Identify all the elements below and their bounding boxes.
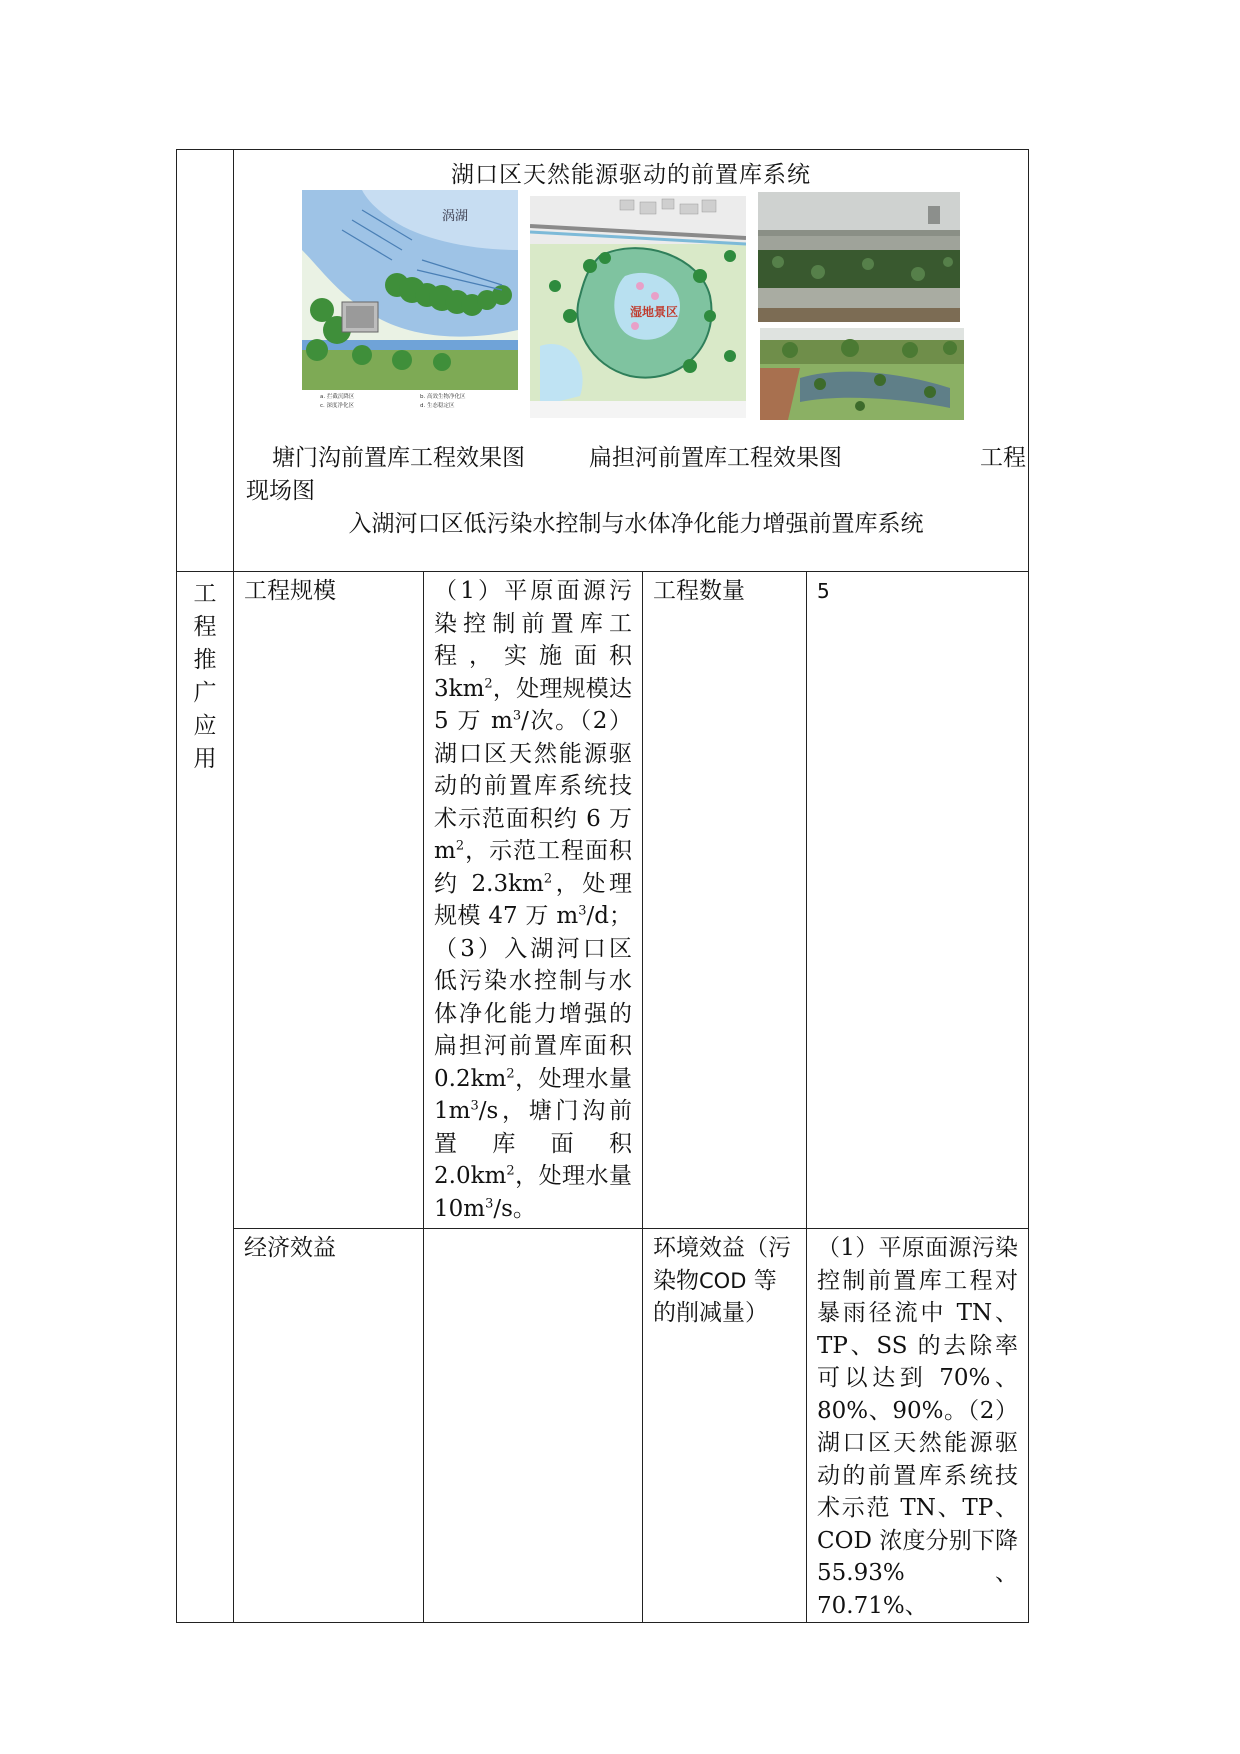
benefit-row: [177, 1229, 1029, 1623]
econ-value-cell: [424, 1229, 643, 1623]
side-label-cell: [177, 572, 234, 1623]
figure-captions: [246, 442, 1026, 541]
scale-text-7: ，处理规模 47 万 m: [434, 870, 633, 929]
env-label: [643, 1229, 806, 1330]
econ-label: 经济效益: [244, 1235, 336, 1261]
scale-text-11: ，处理水量 10m: [434, 1163, 632, 1222]
site-photo-lake: [758, 192, 960, 322]
scale-text-cell: [424, 572, 643, 1229]
legend-a: a. 拦截沉降区: [320, 394, 355, 400]
scale-text-10: /s，塘门沟前置库面积 2.0km: [434, 1098, 632, 1189]
wetland-label: 湿地景区: [630, 305, 679, 319]
scale-row: [177, 572, 1029, 1229]
count-value: 5: [817, 579, 830, 603]
scale-text-5: /次。（2）湖口区天然能源驱动的前置库系统技术示范面积约 6 万 m: [434, 708, 632, 864]
env-label-c: 等的削减量）: [653, 1267, 777, 1326]
scale-label: 工程规模: [244, 578, 336, 604]
count-value-cell: [807, 572, 1029, 1229]
caption-biandanhe: 扁担河前置库工程效果图: [589, 445, 842, 471]
site-photo-wetland: [760, 328, 964, 420]
caption-tangmengou: 塘门沟前置库工程效果图: [272, 445, 525, 471]
scale-text: （1）平原面源污染控制前置库工程，实施面积$3km^2$，处理规模达5 万 $m^3/$次。（2）湖口区天然能源驱动的前置库系统技术示范面积约 6 万 $m^2$，示范工程面积约 $2.3km^2$，处理规模 47 万 $m^3/d$；（3）入湖河口区低污染水控制与水体净化能力增强的扁担河前置库面积 $0.2km^2$，处理水量 $1m^3/s$，塘门沟前置库面积 $2.0km^2$，处理水量 $10m^3/s$。: [434, 578, 633, 1222]
legend-d: d. 生态稳定区: [420, 403, 455, 409]
scale-text-4: 5 万 m: [434, 708, 513, 734]
env-label-b: COD: [699, 1268, 747, 1293]
count-label: 工程数量: [653, 578, 745, 604]
project-table: [176, 149, 1029, 1623]
scale-text-12: /s。: [493, 1195, 536, 1222]
scale-text-8: /d；（3）入湖河口区低污染水控制与水体净化能力增强的扁担河前置库面积 0.2km: [434, 903, 632, 1092]
scale-text-9: ，处理水量 1m: [434, 1065, 632, 1124]
scale-text-2: 3km: [434, 675, 485, 702]
figure-title: 湖口区天然能源驱动的前置库系统: [451, 162, 811, 188]
figure-row: [177, 150, 1029, 572]
caption-site-part2: 现场图: [246, 478, 315, 504]
env-text: （1）平原面源污染控制前置库工程对暴雨径流中 TN、TP、SS 的去除率可以达到 70%、80%、90%。（2）湖口区天然能源驱动的前置库系统技术示范 TN、TP、COD 浓度分别下降 55.93%、70.71%、: [817, 1235, 1018, 1619]
figure-subtitle: 入湖河口区低污染水控制与水体净化能力增强前置库系统: [348, 511, 924, 537]
econ-value: [424, 1229, 642, 1232]
empty-side-cell: [177, 150, 234, 572]
tangmengou-plan-image: [302, 190, 518, 412]
scale-label-cell: [234, 572, 424, 1229]
biandanhe-plan-image: [530, 196, 746, 418]
econ-label-cell: [234, 1229, 424, 1623]
legend-b: b. 高效生物净化区: [420, 394, 466, 400]
count-label-cell: [643, 572, 807, 1229]
env-label-a: 环境效益（污染物: [653, 1235, 791, 1294]
scale-text-3: ，处理规模达: [492, 675, 632, 702]
side-label: 工程推广应用: [193, 581, 217, 772]
env-label-cell: [643, 1229, 807, 1623]
scale-text-1: （1）平原面源污染控制前置库工程，实施面积: [434, 578, 632, 669]
figure-cell: [234, 150, 1029, 572]
plan-heading: 涡湖: [442, 209, 469, 224]
caption-row: [246, 442, 1026, 475]
scale-text-6: ，示范工程面积约 2.3km: [434, 838, 632, 897]
env-text-cell: [807, 1229, 1029, 1623]
legend-c: c. 深度净化区: [320, 403, 355, 409]
caption-site-part1: 工程: [980, 445, 1026, 471]
